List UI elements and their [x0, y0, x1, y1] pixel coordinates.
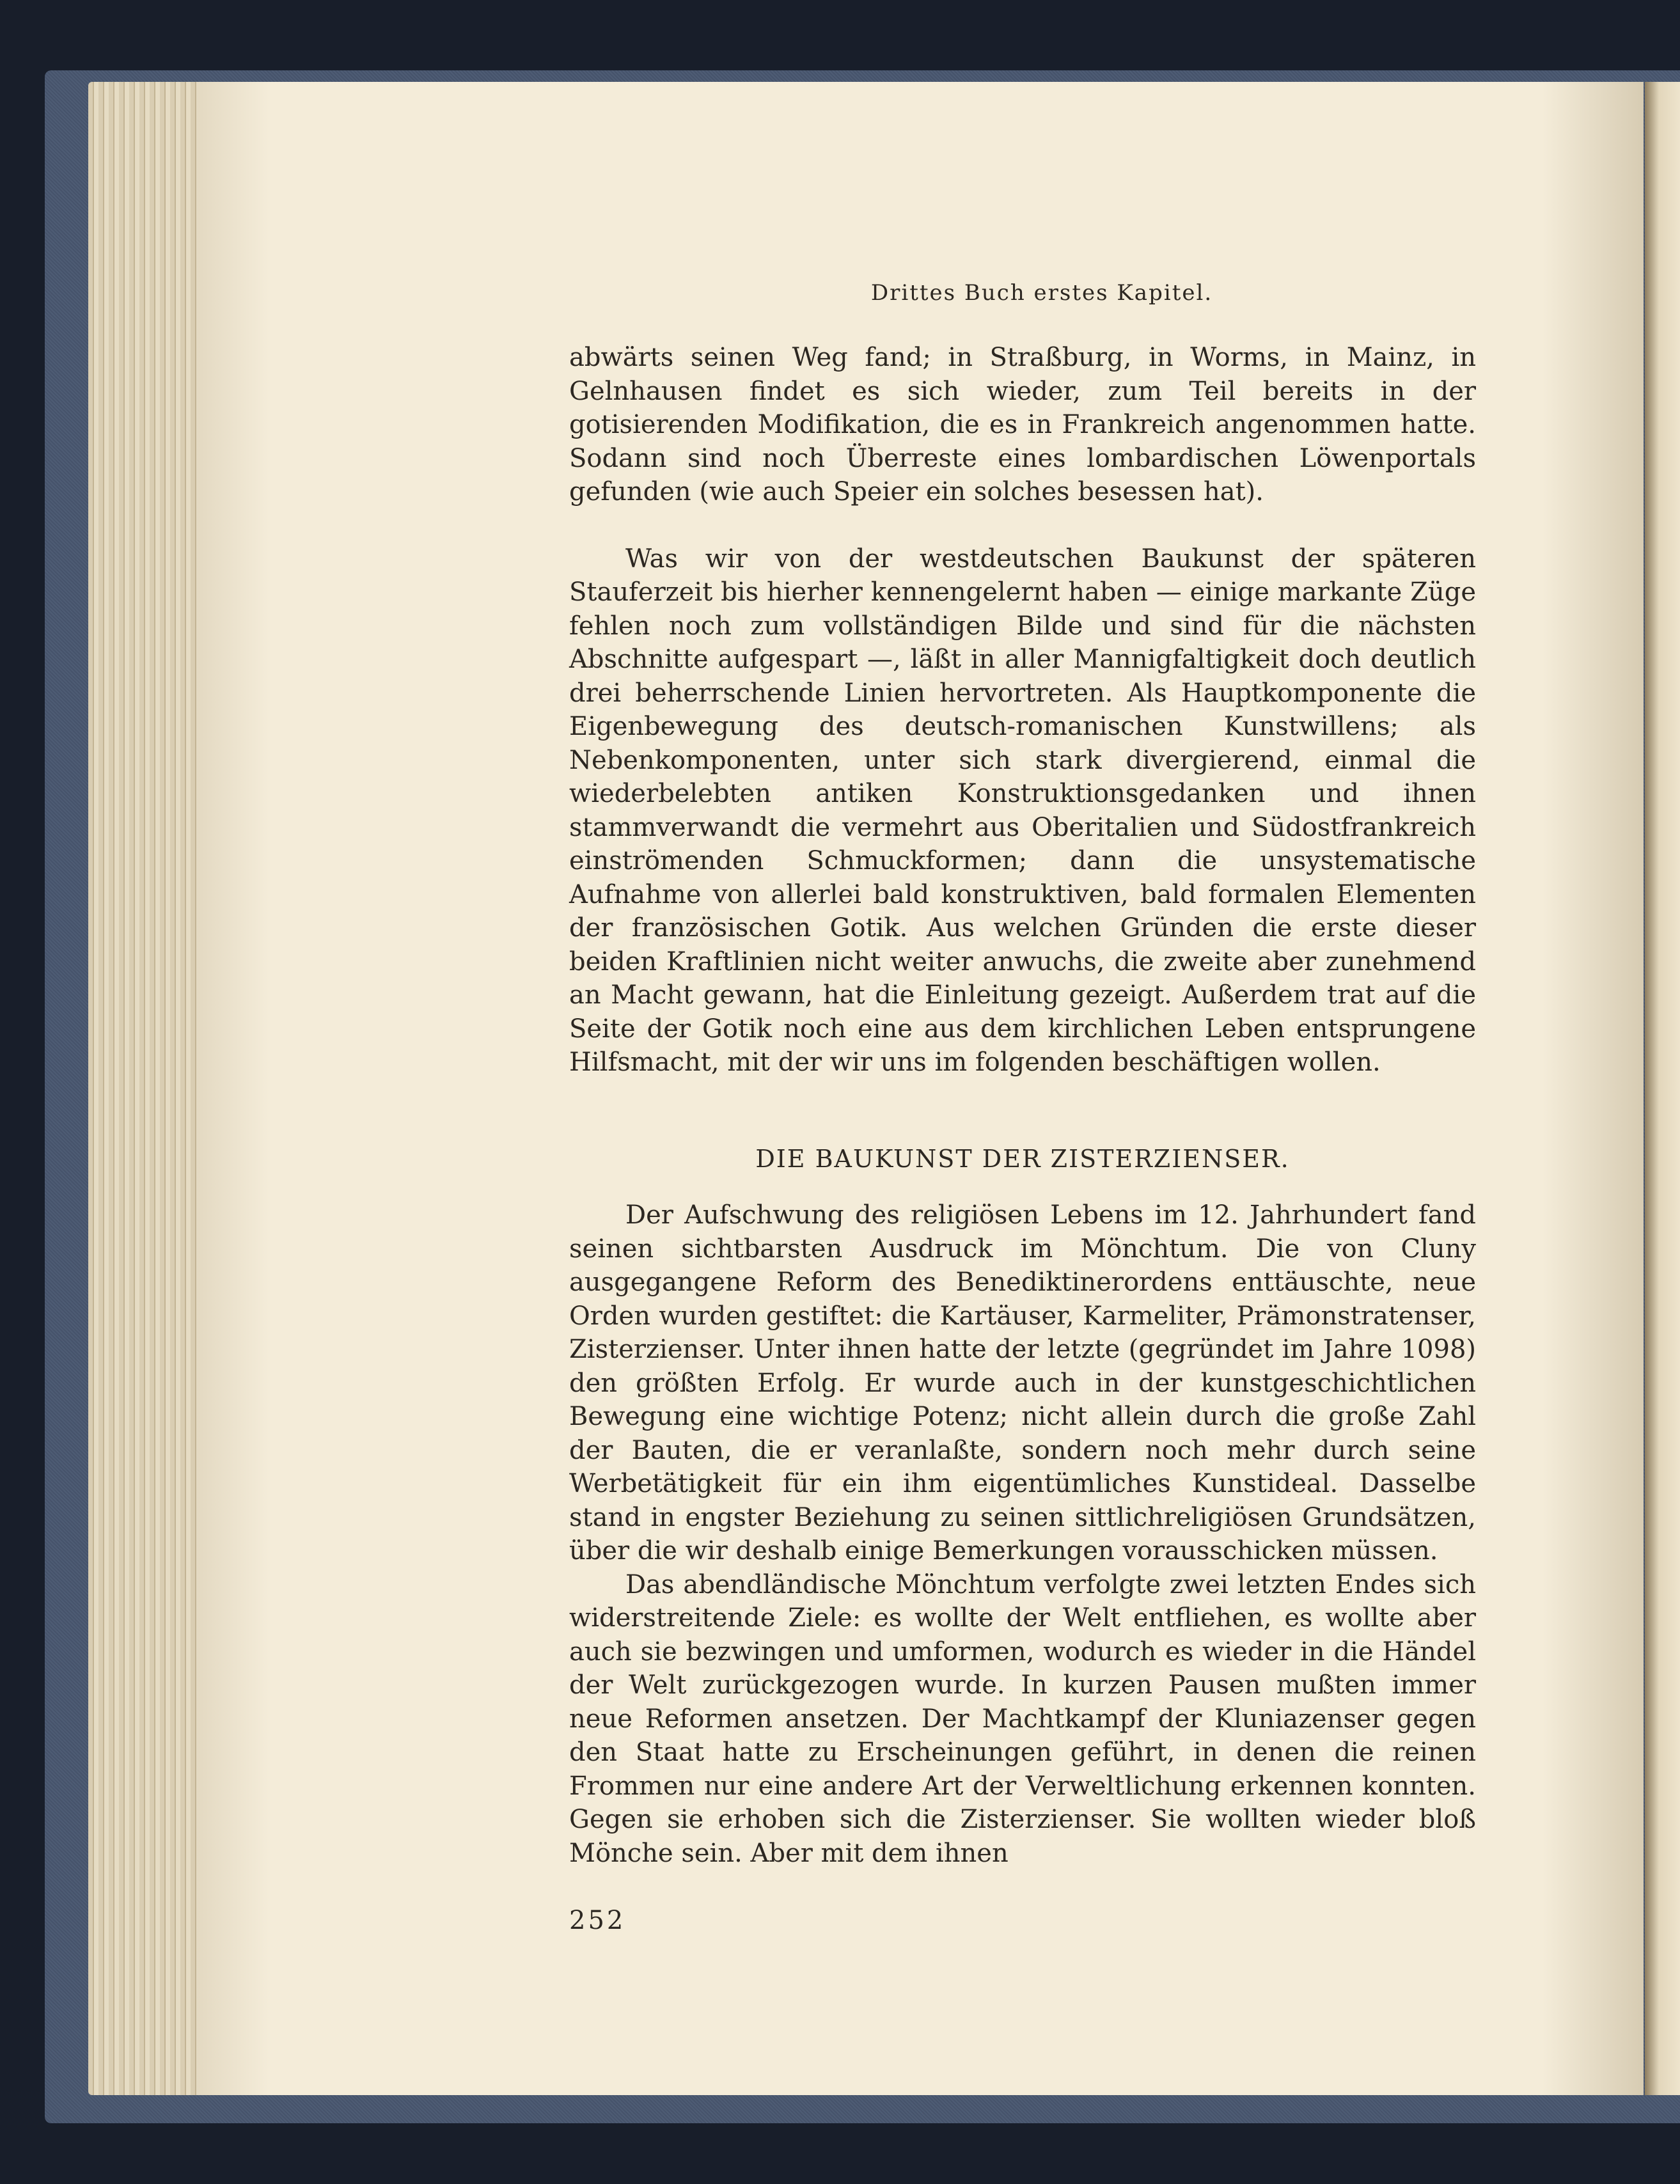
running-head: Drittes Buch erstes Kapitel.: [870, 280, 1213, 306]
page-number: 252: [569, 1906, 626, 1935]
paragraph-monasticism: Das abendländische Mönchtum verfolgte zwei letzten Endes sich widerstreitende Ziele: es wollte der Welt entfliehen, es wollte aber auch sie bezwingen und umformen, wodurch es wieder in die Händel der Welt zurückgezogen wurde. In kurzen Pausen mußten immer neue Reformen ansetzen. Der Machtkampf der Kluniazenser gegen den Staat hatte zu Erscheinungen geführt, in denen die reinen Frommen nur eine andere Art der Verweltlichung erkennen konnten. Gegen sie erhoben sich die Zisterzienser. Sie wollten wieder bloß Mönche sein. Aber mit dem ihnen: [569, 1569, 1476, 1868]
book-page: [197, 82, 1644, 2095]
page-body: [569, 341, 1476, 1870]
next-page-edge: [1645, 82, 1680, 2095]
paragraph-summary: Was wir von der westdeutschen Baukunst der späteren Stauferzeit bis hierher kennengelernt haben — einige markante Züge fehlen noch zum vollständigen Bilde und sind für die nächsten Abschnitte aufgespart —, läßt in aller Mannigfaltigkeit doch deutlich drei beherrschende Linien hervortreten. Als Hauptkomponente die Eigenbewegung des deutsch-romanischen Kunstwillens; als Nebenkomponenten, unter sich stark divergierend, einmal die wiederbelebten antiken Konstruktionsgedanken und ihnen stammverwandt die vermehrt aus Oberitalien und Südostfrankreich einströmenden Schmuckformen; dann die unsystematische Aufnahme von allerlei bald konstruktiven, bald formalen Elementen der französischen Gotik. Aus welchen Gründen die erste dieser beiden Kraftlinien nicht weiter anwuchs, die zweite aber zunehmend an Macht gewann, hat die Einleitung gezeigt. Außerdem trat auf die Seite der Gotik noch eine aus dem kirchlichen Leben entsprungene Hilfsmacht, mit der wir uns im folgenden beschäftigen wollen.: [569, 544, 1476, 1077]
section-title: DIE BAUKUNST DER ZISTERZIENSER.: [755, 1144, 1290, 1173]
paragraph-continued: abwärts seinen Weg fand; in Straßburg, in Worms, in Mainz, in Gelnhausen findet es sich wieder, zum Teil bereits in der gotisierenden Modifikation, die es in Frankreich angenommen hatte. Sodann sind noch Überreste eines lombardischen Löwenportals gefunden (wie auch Speier ein solches besessen hat).: [569, 343, 1476, 507]
paragraph-cistercian-intro: Der Aufschwung des religiösen Lebens im 12. Jahrhundert fand seinen sichtbarsten Ausdruck im Mönchtum. Die von Cluny ausgegangene Reform des Benediktinerordens enttäuschte, neue Orden wurden gestiftet: die Kartäuser, Karmeliter, Prämonstratenser, Zisterzienser. Unter ihnen hatte der letzte (gegründet im Jahre 1098) den größten Erfolg. Er wurde auch in der kunstgeschichtlichen Bewegung eine wichtige Potenz; nicht allein durch die große Zahl der Bauten, die er veranlaßte, sondern noch mehr durch seine Werbetätigkeit für ein ihm eigentümliches Kunstideal. Dasselbe stand in engster Beziehung zu seinen sittlichreligiösen Grundsätzen, über die wir deshalb einige Bemerkungen vorausschicken müssen.: [569, 1200, 1476, 1566]
